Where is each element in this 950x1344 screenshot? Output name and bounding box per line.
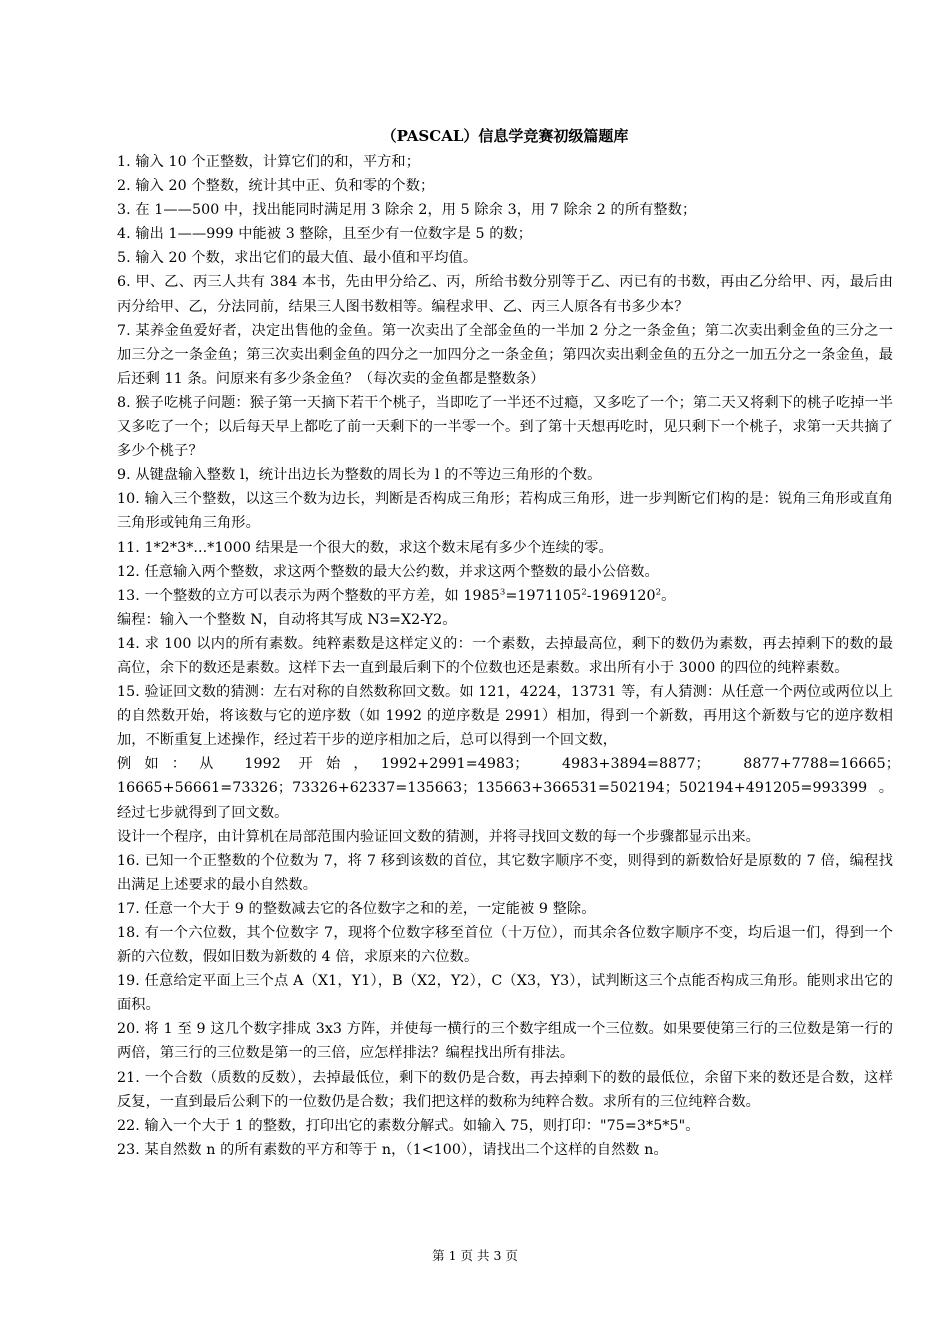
problem-5: 5. 输入 20 个数，求出它们的最大值、最小值和平均值。 bbox=[117, 250, 478, 267]
problem-19: 19. 任意给定平面上三个点 A（X1，Y1），B（X2，Y2），C（X3，Y3），试判断这三个点能否构成三角形。能则求出它的面积。 bbox=[117, 973, 893, 1014]
problem-13-task: 编程：输入一个整数 N，自动将其写成 N3=X2-Y2。 bbox=[117, 611, 457, 628]
problem-13-prefix: 13. 一个整数的立方可以表示为两个整数的平方差，如 1985 bbox=[117, 587, 500, 604]
page-footer: 第 1 页 共 3 页 bbox=[432, 1248, 518, 1263]
problem-20: 20. 将 1 至 9 这几个数字排成 3x3 方阵，并使每一横行的三个数字组成一个三位数。如果要使第三行的三位数是第一行的两倍，第三行的三位数是第一的三倍，应怎样排法？编程找出所有排法。 bbox=[117, 1021, 893, 1062]
problem-16: 16. 已知一个正整数的个位数为 7，将 7 移到该数的首位，其它数字顺序不变，则得到的新数恰好是原数的 7 倍，编程找出满足上述要求的最小自然数。 bbox=[117, 852, 893, 893]
problem-3: 3. 在 1——500 中，找出能同时满足用 3 除余 2，用 5 除余 3，用 7 除余 2 的所有整数； bbox=[117, 202, 697, 219]
problem-23: 23. 某自然数 n 的所有素数的平方和等于 n，（1<100），请找出二个这样的自然数 n。 bbox=[117, 1141, 668, 1158]
problem-11: 11. 1*2*3*...*1000 结果是一个很大的数，求这个数末尾有多少个连续的零。 bbox=[117, 539, 613, 556]
problem-9: 9. 从键盘输入整数 l，统计出边长为整数的周长为 l 的不等边三角形的个数。 bbox=[117, 467, 602, 484]
problem-6: 6. 甲、乙、丙三人共有 384 本书，先由甲分给乙、丙，所给书数分别等于乙、丙已有的书数，再由乙分给甲、丙，最后由丙分给甲、乙，分法同前，结果三人图书数相等。编程求甲、乙、丙三人原各有书多少本？ bbox=[117, 274, 893, 315]
problem-17: 17. 任意一个大于 9 的整数减去它的各位数字之和的差，一定能被 9 整除。 bbox=[117, 900, 596, 917]
problem-4: 4. 输出 1——999 中能被 3 整除，且至少有一位数字是 5 的数； bbox=[117, 226, 533, 243]
problem-13-sup-3: 2 bbox=[655, 586, 662, 597]
problem-13-suffix: 。 bbox=[661, 587, 676, 604]
problem-7: 7. 某养金鱼爱好者，决定出售他的金鱼。第一次卖出了全部金鱼的一半加 2 分之一条金鱼；第二次卖出剩金鱼的三分之一加三分之一条金鱼；第三次卖出剩金鱼的四分之一加四分之一条金鱼；第四次卖出剩金鱼的五分之一加五分之一条金鱼，最后还剩 11 条。问原来有多少条金鱼？（每次卖的金鱼都是整数条） bbox=[117, 322, 893, 387]
problem-10: 10. 输入三个整数，以这三个数为边长，判断是否构成三角形；若构成三角形，进一步判断它们构的是：锐角三角形或直角三角形或钝角三角形。 bbox=[117, 491, 893, 532]
problem-13-sup-2: 2 bbox=[581, 586, 587, 597]
problem-13-mid-2: -1969120 bbox=[586, 587, 656, 604]
problem-8: 8. 猴子吃桃子问题：猴子第一天摘下若干个桃子，当即吃了一半还不过瘾，又多吃了一个；第二天又将剩下的桃子吃掉一半又多吃了一个；以后每天早上都吃了前一天剩下的一半零一个。到了第十天想再吃时，见只剩下一个桃子，求第一天共摘了多少个桃子？ bbox=[117, 394, 893, 460]
problem-2: 2. 输入 20 个整数，统计其中正、负和零的个数； bbox=[117, 178, 435, 195]
problem-13-sup-1: 3 bbox=[499, 586, 506, 597]
problem-15-example: 例如：从 1992 开始，1992+2991=4983； 4983+3894=8877； 8877+7788=16665； 16665+56661=73326；73326+62337=135663；135663+366531=502194；502194+491205=993399。经过七步就得到了回文数。 bbox=[117, 756, 908, 821]
problem-18: 18. 有一个六位数，其个位数字 7，现将个位数字移至首位（十万位），而其余各位数字顺序不变，均后退一们，得到一个新的六位数，假如旧数为新数的 4 倍，求原来的六位数。 bbox=[117, 925, 893, 966]
problem-12: 12. 任意输入两个整数，求这两个整数的最大公约数，并求这两个整数的最小公倍数。 bbox=[117, 563, 659, 580]
problem-22: 22. 输入一个大于 1 的整数，打印出它的素数分解式。如输入 75，则打印："75=3*5*5"。 bbox=[117, 1117, 700, 1134]
problem-15: 15. 验证回文数的猜测：左右对称的自然数称回文数。如 121，4224，13731 等，有人猜测：从任意一个两位或两位以上的自然数开始，将该数与它的逆序数（如 1992 的逆序数是 2991）相加，得到一个新数，再用这个新数与它的逆序数相加，不断重复上述操作，经过若干步的逆序相加之后，总可以得到一个回文数， bbox=[117, 684, 893, 749]
problem-1: 1. 输入 10 个正整数，计算它们的和，平方和； bbox=[117, 154, 420, 170]
document-title: （PASCAL）信息学竞赛初级篇题库 bbox=[381, 127, 629, 145]
document-page bbox=[117, 124, 908, 1162]
problem-21: 21. 一个合数（质数的反数），去掉最低位，剩下的数仍是合数，再去掉剩下的数的最低位，余留下来的数还是合数，这样反复，一直到最后公剩下的一位数仍是合数；我们把这样的数称为纯粹合数。求所有的三位纯粹合数。 bbox=[117, 1069, 893, 1110]
problem-13 bbox=[117, 584, 893, 608]
problem-13-mid-1: =1971105 bbox=[505, 587, 582, 604]
problem-14: 14. 求 100 以内的所有素数。纯粹素数是这样定义的：一个素数，去掉最高位，剩下的数仍为素数，再去掉剩下的数的最高位，余下的数还是素数。这样下去一直到最后剩下的个位数也还是素数。求出所有小于 3000 的四位的纯粹素数。 bbox=[117, 635, 893, 676]
problem-15-task: 设计一个程序，由计算机在局部范围内验证回文数的猜测，并将寻找回文数的每一个步骤都显示出来。 bbox=[117, 828, 760, 845]
